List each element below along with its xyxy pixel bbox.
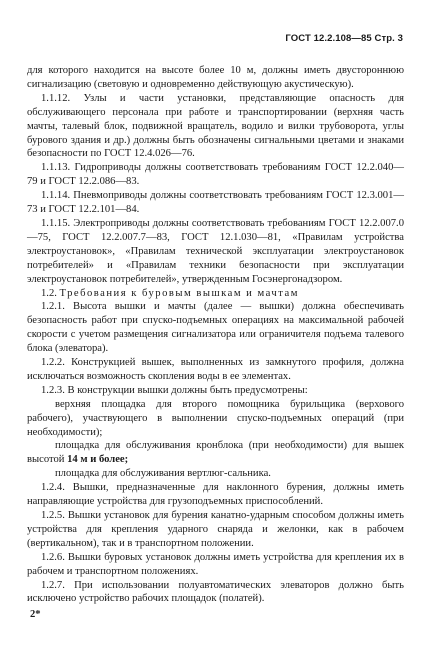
page-footer-mark: 2* [30, 609, 41, 620]
paragraph-1-1-12: 1.1.12. Узлы и части установки, представляющие опасность для обслуживающего персонала при работе и транспортировании (верхняя часть мачты, талевый блок, подвижной вращатель, водило и вилки трубоворота, углы бурового здания и др.) должны быть обозначены сигнальными цветами и знаками безопасности по ГОСТ 12.4.026—76. [27, 92, 404, 160]
paragraph-1-1-13: 1.1.13. Гидроприводы должны соответствовать требованиям ГОСТ 12.2.040—79 и ГОСТ 12.2.086—83. [27, 162, 404, 188]
section-heading [27, 287, 404, 301]
document-body [27, 64, 404, 606]
paragraph-1-2-7: 1.2.7. При использовании полуавтоматических элеваторов должно быть исключено устройство рабочих площадок (полатей). [27, 579, 404, 605]
paragraph-1-2-2: 1.2.2. Конструкцией вышек, выполненных из замкнутого профиля, должна исключаться возможность скопления воды в ее элементах. [27, 357, 404, 382]
section-number: 1.2. [41, 287, 57, 299]
paragraph-1-2-1: 1.2.1. Высота вышки и мачты (далее — вышки) должна обеспечивать безопасность работ при спуско-подъемных операциях на максимальной рабочей скорости с учетом размещения сигнализатора или ограничителя подъема талевого блока (элеватора). [27, 301, 404, 355]
list-item-crown-block-platform: площадка для обслуживания кронблока (при необходимости) для вышек высотой 14 м и более; [27, 440, 404, 466]
list-item-swivel-platform: площадка для обслуживания вертлюг-сальника. [55, 468, 271, 480]
paragraph-1-2-6: 1.2.6. Вышки буровых установок должны иметь устройства для крепления их в рабочем и транспортном положениях. [27, 551, 404, 577]
paragraph-continuation: для которого находится на высоте более 10 м, должны иметь двустороннюю сигнализацию (световую и одновременно действующую акустическую). [27, 65, 404, 90]
list-item-upper-platform: верхняя площадка для второго помощника бурильщика (верхового рабочего), участвующего в выполнении спуско-подъемных операций (при необходимости); [27, 398, 404, 438]
paragraph-1-1-15: 1.1.15. Электроприводы должны соответствовать требованиям ГОСТ 12.2.007.0—75, ГОСТ 12.2.007.7—83, ГОСТ 12.1.030—81, «Правилам устройства электроустановок», «Правилам технической эксплуатации электроустановок потребителей» и «Правилам техники безопасности при эксплуатации электроустановок потребителей», утвержденным Госэнергонадзором. [27, 217, 404, 285]
paragraph-1-2-4: 1.2.4. Вышки, предназначенные для наклонного бурения, должны иметь направляющие устройства для грузоподъемных приспособлений. [27, 482, 404, 508]
page-header: ГОСТ 12.2.108—85 Стр. 3 [285, 33, 403, 44]
height-emphasis: 14 м и более; [67, 454, 129, 466]
paragraph-1-2-5: 1.2.5. Вышки установок для бурения канатно-ударным способом должны иметь устройства для крепления ударного снаряда и желонки, как в рабочем (вертикальном), так и в транспортном положении. [27, 510, 404, 549]
section-title: Требования к буровым вышкам и мачтам [59, 287, 299, 299]
paragraph-1-1-14: 1.1.14. Пневмоприводы должны соответствовать требованиям ГОСТ 12.3.001—73 и ГОСТ 12.2.101—84. [27, 190, 404, 216]
paragraph-1-2-3: 1.2.3. В конструкции вышки должны быть предусмотрены: [41, 384, 308, 396]
